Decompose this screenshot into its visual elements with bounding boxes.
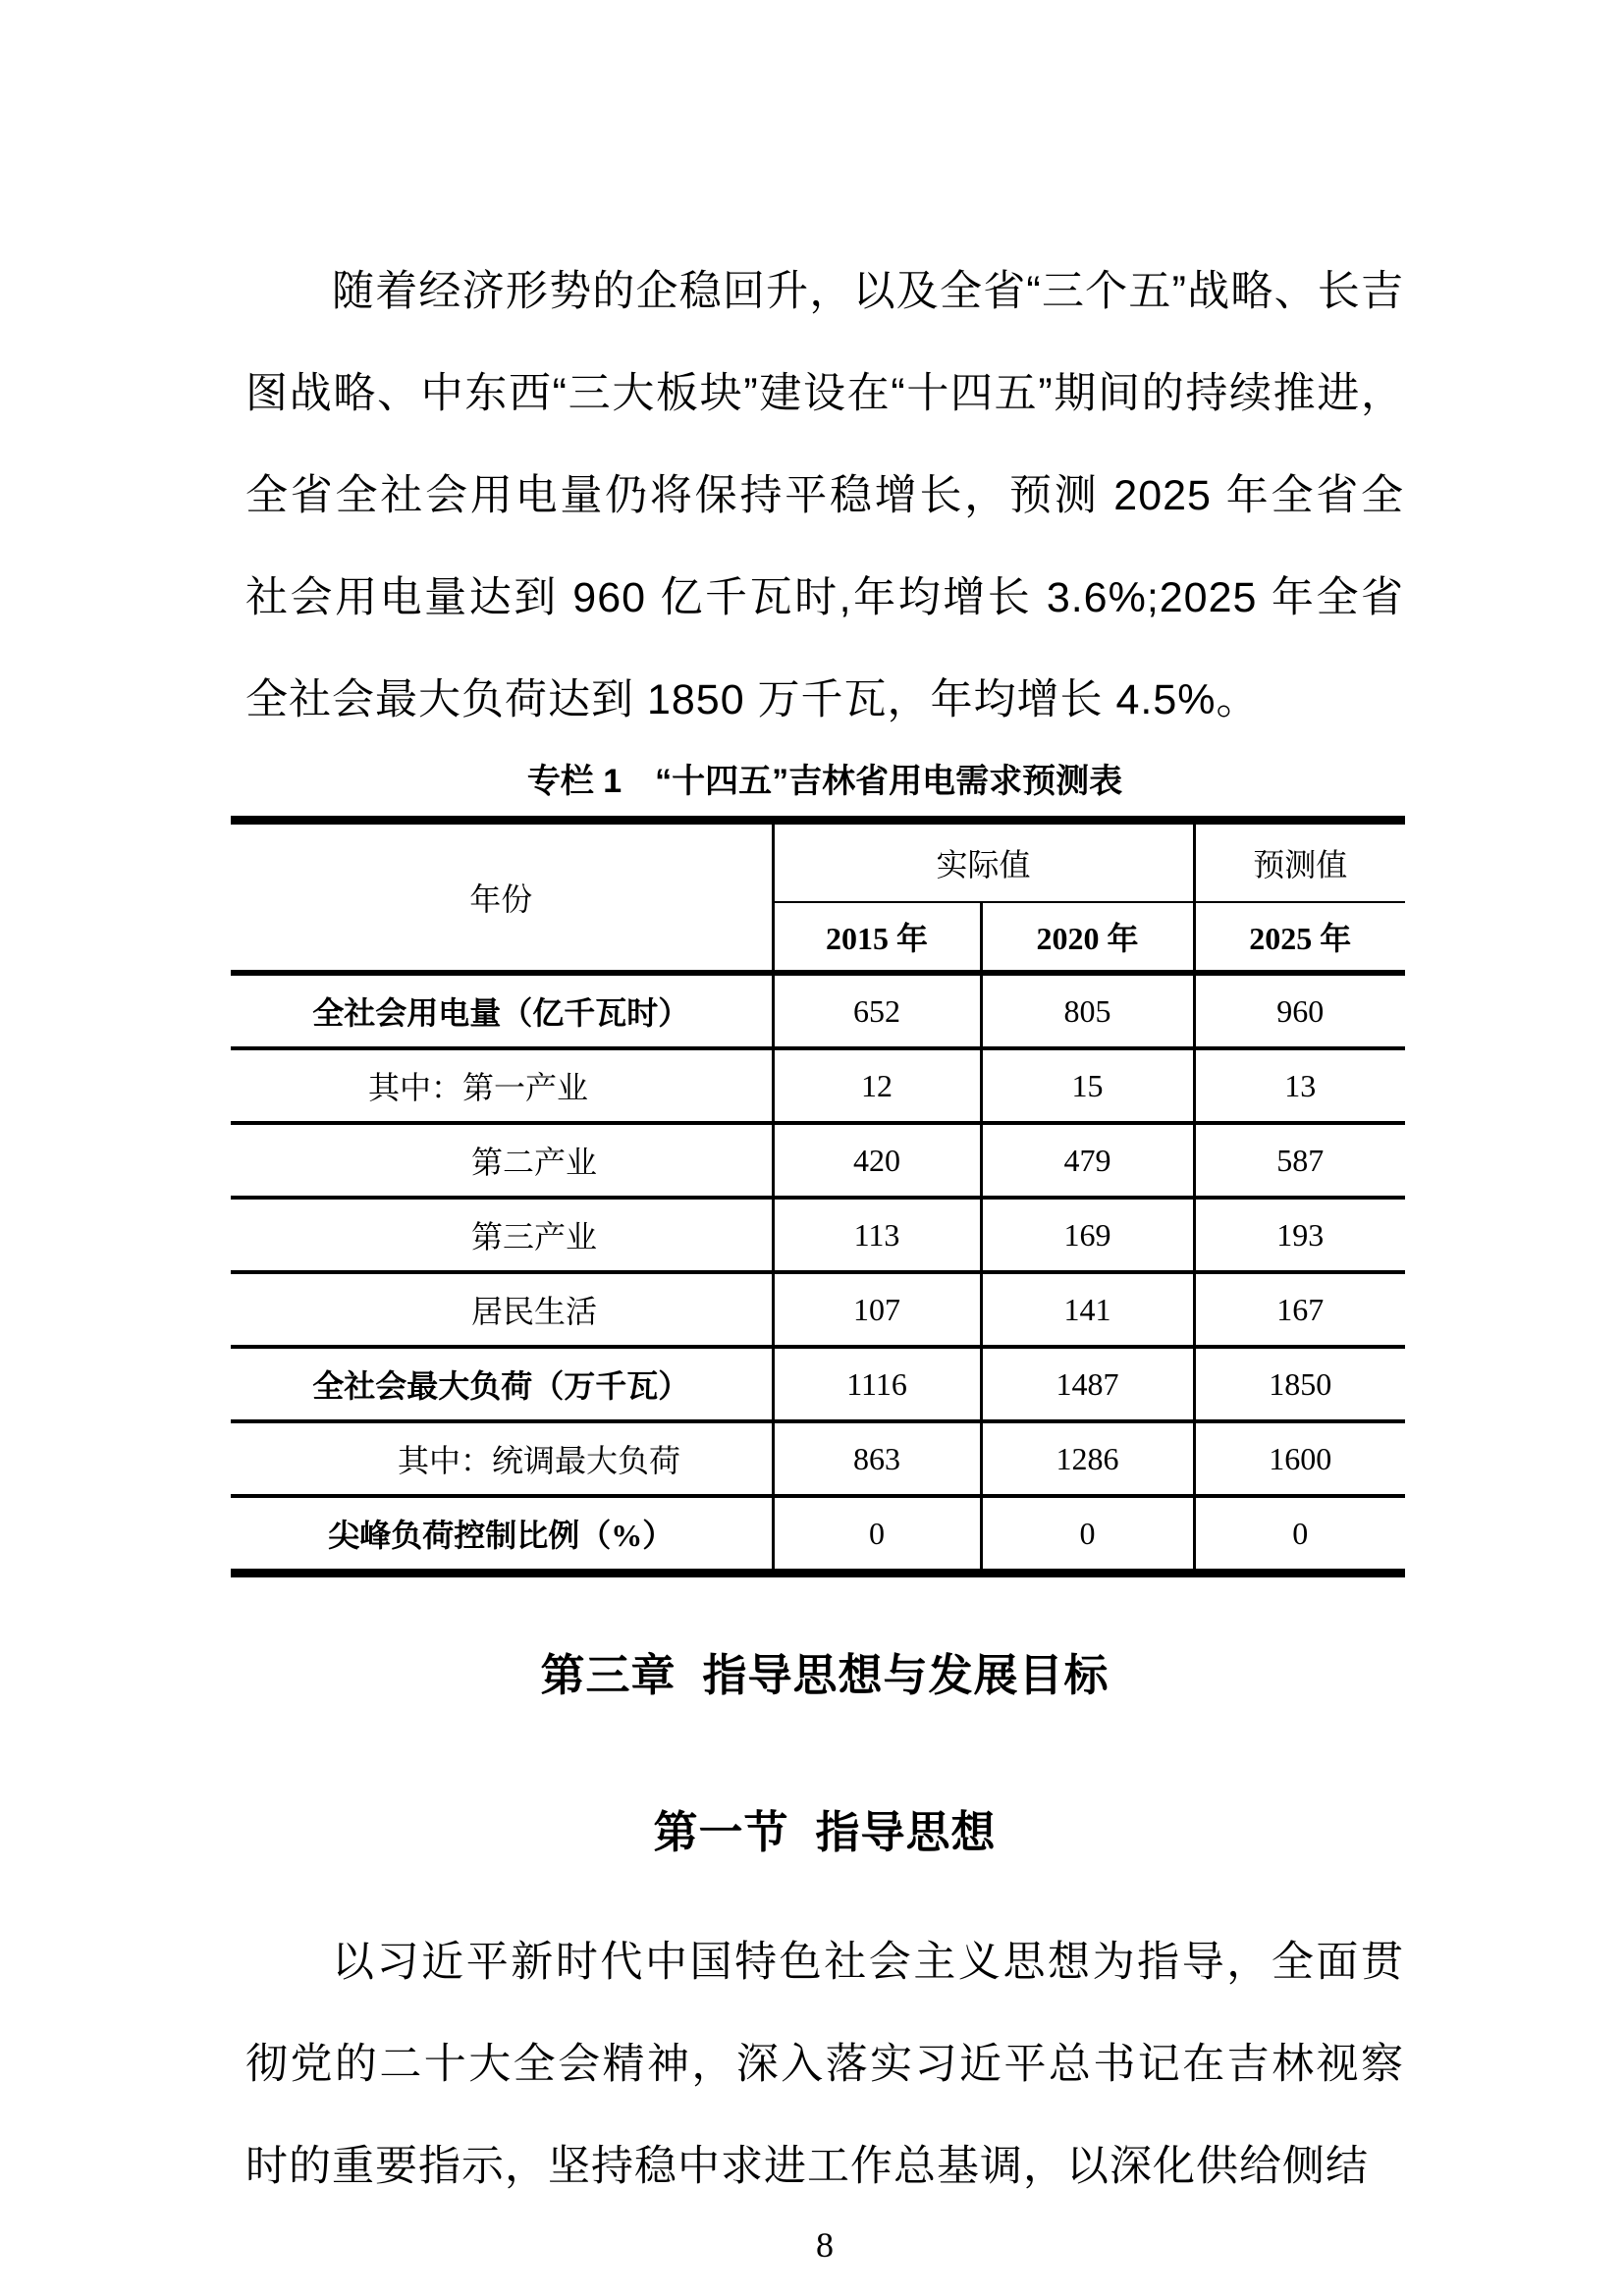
- value-cell: 479: [981, 1123, 1194, 1198]
- chapter-heading: 第三章 指导思想与发展目标: [540, 1650, 1110, 1700]
- table-row: [231, 1048, 1405, 1123]
- value-cell: 113: [773, 1198, 981, 1272]
- value-cell: 960: [1194, 973, 1405, 1048]
- table-row: [231, 1347, 1405, 1421]
- year-2020-header: 2020 年: [981, 902, 1194, 973]
- value-cell: 1850: [1194, 1347, 1405, 1421]
- guiding-ideology-paragraph: 以习近平新时代中国特色社会主义思想为指导，全面贯彻党的二十大全会精神，深入落实习近平总书记在吉林视察时的重要指示，坚持稳中求进工作总基调，以深化供给侧结: [245, 1939, 1404, 2190]
- value-cell: 1600: [1194, 1421, 1405, 1496]
- table-title: 专栏 1 “十四五”吉林省用电需求预测表: [526, 763, 1123, 800]
- row-label: 尖峰负荷控制比例（%）: [231, 1496, 773, 1574]
- table-header-row-groups: [231, 821, 1405, 903]
- value-cell: 193: [1194, 1198, 1405, 1272]
- row-label: 其中：第一产业: [231, 1048, 773, 1123]
- table-row: [231, 1496, 1405, 1574]
- table-row: [231, 1421, 1405, 1496]
- row-label: 第二产业: [231, 1123, 773, 1198]
- value-cell: 805: [981, 973, 1194, 1048]
- row-label: 第三产业: [231, 1198, 773, 1272]
- value-cell: 15: [981, 1048, 1194, 1123]
- value-cell: 420: [773, 1123, 981, 1198]
- table-row: [231, 973, 1405, 1048]
- row-label: 全社会用电量（亿千瓦时）: [231, 973, 773, 1048]
- year-header-cell: 年份: [469, 881, 533, 917]
- row-label: 全社会最大负荷（万千瓦）: [231, 1347, 773, 1421]
- value-cell: 13: [1194, 1048, 1405, 1123]
- value-cell: 141: [981, 1272, 1194, 1347]
- table-row: [231, 1198, 1405, 1272]
- year-2025-header: 2025 年: [1194, 902, 1405, 973]
- row-label: 居民生活: [231, 1272, 773, 1347]
- actual-values-header: 实际值: [773, 821, 1194, 903]
- value-cell: 1286: [981, 1421, 1194, 1496]
- value-cell: 169: [981, 1198, 1194, 1272]
- table-row: [231, 1272, 1405, 1347]
- value-cell: 0: [981, 1496, 1194, 1574]
- value-cell: 1487: [981, 1347, 1194, 1421]
- value-cell: 587: [1194, 1123, 1405, 1198]
- table-row: [231, 1123, 1405, 1198]
- value-cell: 12: [773, 1048, 981, 1123]
- demand-forecast-table: [231, 816, 1405, 1577]
- page-number: 8: [816, 2225, 834, 2265]
- intro-paragraph: 随着经济形势的企稳回升，以及全省“三个五”战略、长吉图战略、中东西“三大板块”建设在“十四五”期间的持续推进，全省全社会用电量仍将保持平稳增长，预测 2025 年全省全社会用电量达到 960 亿千瓦时,年均增长 3.6%;2025 年全省全社会最大负荷达到 1850 万千瓦，年均增长 4.5%。: [245, 268, 1404, 723]
- value-cell: 652: [773, 973, 981, 1048]
- value-cell: 107: [773, 1272, 981, 1347]
- value-cell: 0: [1194, 1496, 1405, 1574]
- section-heading: 第一节 指导思想: [653, 1807, 997, 1857]
- value-cell: 167: [1194, 1272, 1405, 1347]
- value-cell: 1116: [773, 1347, 981, 1421]
- forecast-values-header: 预测值: [1194, 821, 1405, 903]
- value-cell: 0: [773, 1496, 981, 1574]
- year-2015-header: 2015 年: [773, 902, 981, 973]
- row-label: 其中：统调最大负荷: [231, 1421, 773, 1496]
- value-cell: 863: [773, 1421, 981, 1496]
